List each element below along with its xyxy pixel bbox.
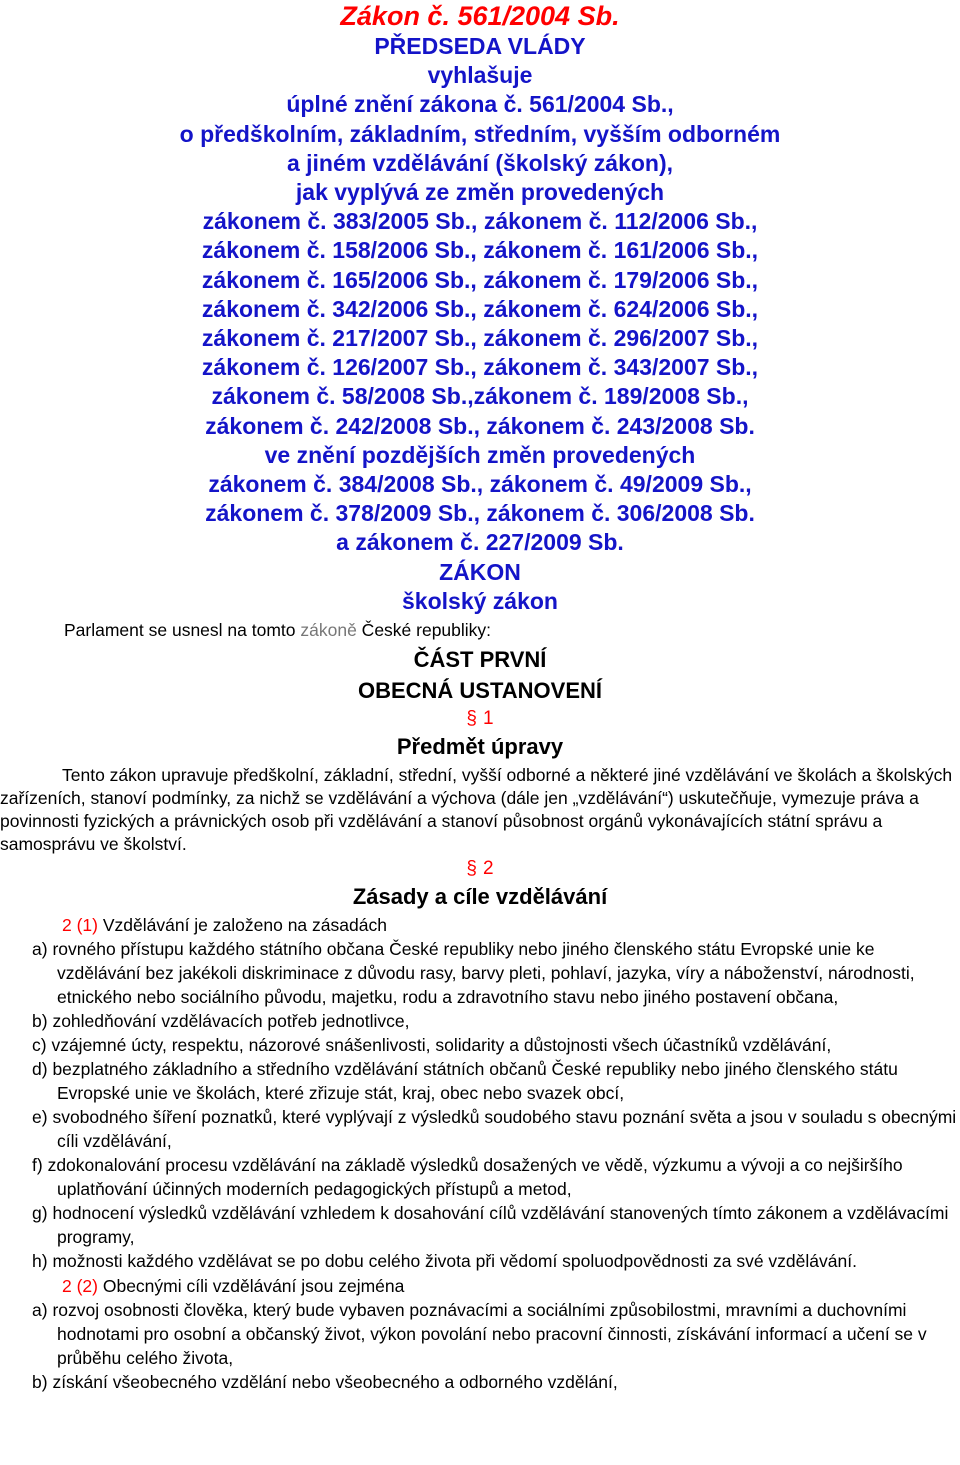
header-line: úplné znění zákona č. 561/2004 Sb., xyxy=(286,91,674,118)
item-label: e) xyxy=(32,1107,48,1128)
header-line: zákonem č. 58/2008 Sb.,zákonem č. 189/2008 Sb., xyxy=(211,383,749,410)
subsection-ref-link[interactable]: 2 (2) xyxy=(62,1276,98,1297)
section-2-mark[interactable] xyxy=(0,856,960,882)
list-item xyxy=(0,1298,960,1370)
header-line: školský zákon xyxy=(402,587,558,614)
subsection-text: Vzdělávání je založeno na zásadách xyxy=(97,915,387,936)
item-label: g) xyxy=(32,1203,48,1224)
list-item xyxy=(0,1249,960,1273)
header-line: zákonem č. 242/2008 Sb., zákonem č. 243/2008 Sb. xyxy=(205,412,755,439)
header-line: PŘEDSEDA VLÁDY xyxy=(374,33,586,59)
list-item xyxy=(0,1057,960,1105)
goals-list xyxy=(0,1298,960,1394)
header-line: zákonem č. 217/2007 Sb., zákonem č. 296/2007 Sb., xyxy=(201,325,759,352)
item-label: a) xyxy=(32,1300,48,1321)
item-text: rovného přístupu každého státního občana České republiky nebo jiného členského státu Evropské unie ke vzdělávání bez jakékoli diskriminace z důvodu rasy, barvy pleti, pohlaví, jazyka, víry a náboženství, národnosti, etnického nebo sociálního původu, majetku, rodu a zdravotního stavu nebo jiného postavení občana, xyxy=(52,939,915,1008)
list-item xyxy=(0,1009,960,1033)
header-line: zákonem č. 158/2006 Sb., zákonem č. 161/2006 Sb., xyxy=(201,237,759,264)
enactment-text: Parlament se usnesl na tomto xyxy=(64,620,301,641)
item-text: hodnocení výsledků vzdělávání vzhledem k dosahování cílů vzdělávání stanovených tímto zákonem a vzdělávacími programy, xyxy=(52,1203,949,1248)
part-subtitle: OBECNÁ USTANOVENÍ xyxy=(357,678,603,704)
list-item xyxy=(0,1370,960,1394)
section-number: 2 xyxy=(483,858,494,880)
item-label: h) xyxy=(32,1251,48,1272)
item-text: svobodného šíření poznatků, které vyplývají z výsledků soudobého stavu poznání světa a jsou v souladu s obecnými cíli vzdělávání, xyxy=(52,1107,957,1152)
subsection-ref-link[interactable]: 2 (1) xyxy=(62,915,98,936)
header-line: vyhlašuje xyxy=(427,62,533,89)
header-line: a jiném vzdělávání (školský zákon), xyxy=(286,149,674,176)
header-line: zákonem č. 383/2005 Sb., zákonem č. 112/2006 Sb., xyxy=(202,208,758,235)
principles-list xyxy=(0,937,960,1273)
item-text: vzájemné úcty, respektu, názorové snášenlivosti, solidarity a důstojnosti všech účastníků vzdělávání, xyxy=(51,1035,832,1056)
header-line: ve znění pozdějších změn provedených xyxy=(264,441,696,468)
list-item xyxy=(0,1105,960,1153)
subsection-1 xyxy=(62,914,960,937)
list-item xyxy=(0,1153,960,1201)
item-label: b) xyxy=(32,1372,48,1393)
header-line: jak vyplývá ze změn provedených xyxy=(295,179,665,206)
header-line: ZÁKON xyxy=(439,558,521,585)
item-label: f) xyxy=(32,1155,43,1176)
list-item xyxy=(0,937,960,1009)
item-text: rozvoj osobnosti člověka, který bude vybaven poznávacími a sociálními způsobilostmi, mravními a duchovními hodnotami pro osobní a občanský život, výkon povolání nebo pracovní činnosti, získávání informací a učení se v průběhu celého života, xyxy=(52,1300,927,1369)
header-line: zákonem č. 165/2006 Sb., zákonem č. 179/2006 Sb., xyxy=(201,266,759,293)
list-item xyxy=(0,1033,960,1057)
item-label: b) xyxy=(32,1011,48,1032)
header-line: zákonem č. 342/2006 Sb., zákonem č. 624/2006 Sb., xyxy=(201,295,759,322)
item-text: bezplatného základního a středního vzdělávání státních občanů České republiky nebo jiného členského státu Evropské unie ve školách, které zřizuje stát, kraj, obec nebo svazek obcí, xyxy=(52,1059,898,1104)
item-text: zohledňování vzdělávacích potřeb jednotlivce, xyxy=(52,1011,410,1032)
subsection-2 xyxy=(62,1275,960,1298)
item-label: a) xyxy=(32,939,48,960)
list-item xyxy=(0,1201,960,1249)
header-line: zákonem č. 378/2009 Sb., zákonem č. 306/2008 Sb. xyxy=(205,500,755,527)
header-line: o předškolním, základním, středním, vyšším odborném xyxy=(179,120,781,147)
subsection-text: Obecnými cíli vzdělávání jsou zejména xyxy=(97,1276,405,1297)
item-text: zdokonalování procesu vzdělávání na základě výsledků dosažených ve vědě, výzkumu a vývoji a co nejširšího uplatňování účinných moderních pedagogických přístupů a metod, xyxy=(47,1155,903,1200)
part-title: ČÁST PRVNÍ xyxy=(413,647,547,673)
item-label: c) xyxy=(32,1035,47,1056)
header-line: zákonem č. 384/2008 Sb., zákonem č. 49/2009 Sb., xyxy=(208,471,752,498)
header-line: zákonem č. 126/2007 Sb., zákonem č. 343/2007 Sb., xyxy=(201,354,759,381)
enactment-link-word[interactable]: zákoně xyxy=(300,620,357,641)
enactment-clause xyxy=(64,618,960,642)
section-symbol: § xyxy=(466,708,477,730)
enactment-text-end: České republiky: xyxy=(356,620,492,641)
section-2-heading: Zásady a cíle vzdělávání xyxy=(352,884,608,910)
section-1-heading: Předmět úpravy xyxy=(396,734,564,760)
section-1-text: Tento zákon upravuje předškolní, základní, střední, vyšší odborné a některé jiné vzdělávání ve školách a školských zařízeních, stanoví podmínky, za nichž se vzdělávání a výchova (dále jen „vzdělávání“) uskutečňuje, vymezuje práva a povinnosti fyzických a právnických osob při vzdělávání a stanoví působnost orgánů vykonávajících státní správu a samosprávu ve školství. xyxy=(0,765,953,855)
document-header xyxy=(0,0,960,616)
section-number: 1 xyxy=(483,708,494,730)
law-title: Zákon č. 561/2004 Sb. xyxy=(340,1,620,31)
item-label: d) xyxy=(32,1059,48,1080)
item-text: získání všeobecného vzdělání nebo všeobecného a odborného vzdělání, xyxy=(52,1372,618,1393)
section-1-mark[interactable] xyxy=(0,706,960,732)
header-line: a zákonem č. 227/2009 Sb. xyxy=(336,529,624,556)
section-symbol: § xyxy=(466,858,477,880)
item-text: možnosti každého vzdělávat se po dobu celého života při vědomí spoluodpovědnosti za své vzdělávání. xyxy=(52,1251,857,1272)
